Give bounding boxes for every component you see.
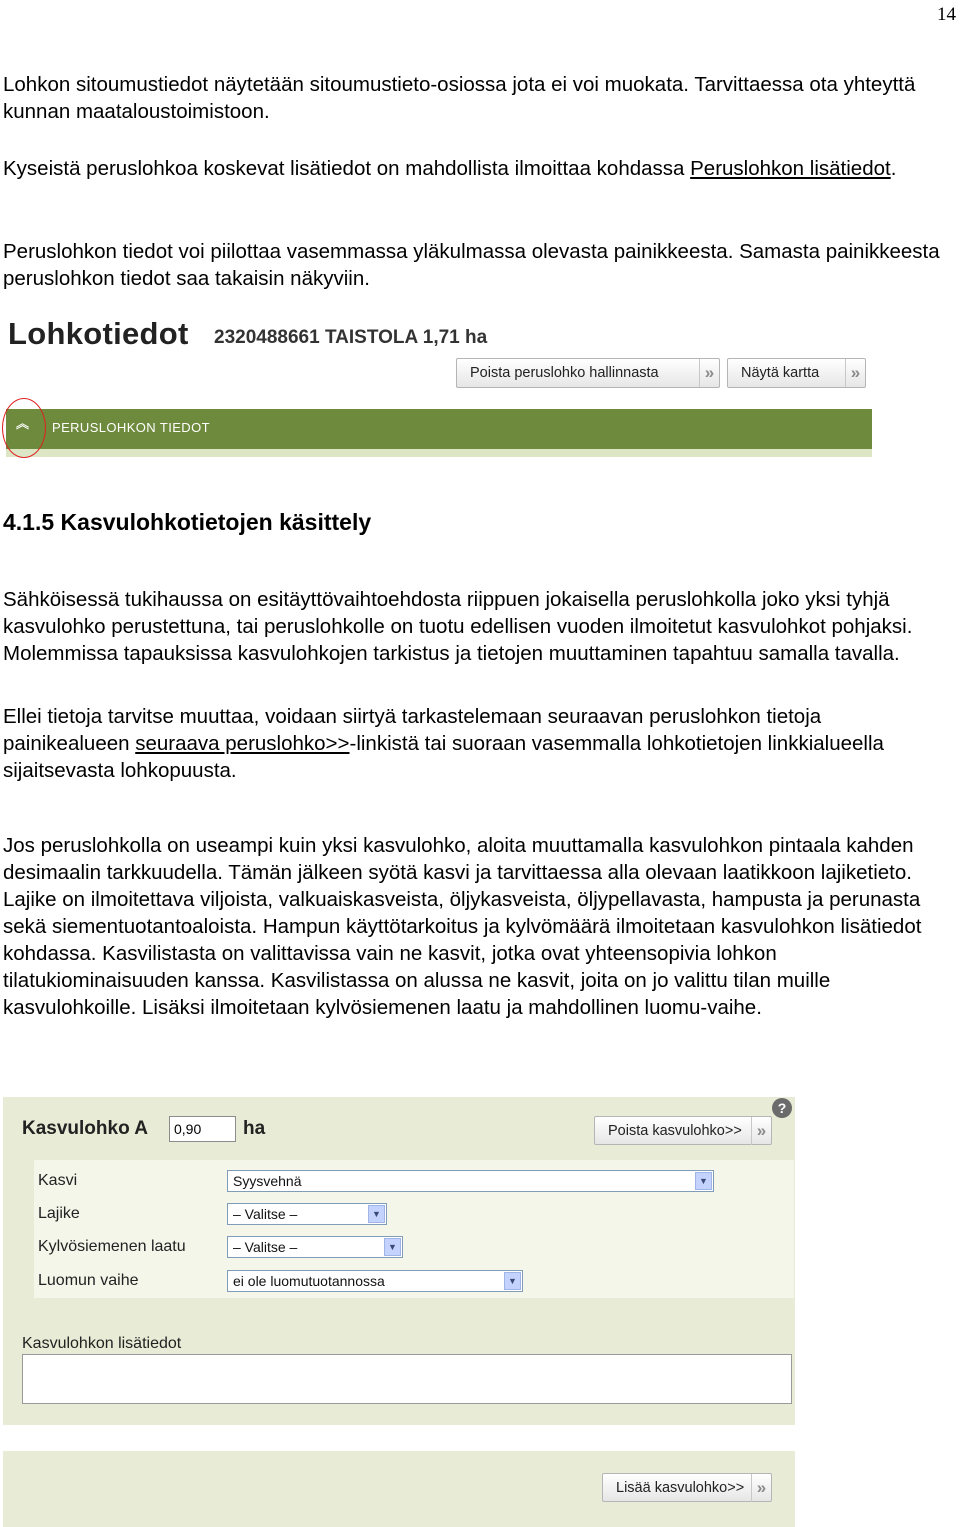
button-label: Lisää kasvulohko>> bbox=[616, 1479, 745, 1496]
chevron-up-double-icon[interactable]: ︽ bbox=[16, 416, 30, 431]
chevron-down-icon: ▼ bbox=[368, 1205, 385, 1223]
chevron-right-double-icon: » bbox=[751, 1117, 771, 1145]
peruslohkon-tiedot-bar bbox=[6, 409, 872, 457]
section-label: PERUSLOHKON TIEDOT bbox=[52, 420, 210, 435]
area-input[interactable] bbox=[169, 1116, 236, 1142]
paragraph-text: . bbox=[890, 157, 897, 180]
add-kasvulohko-button[interactable] bbox=[602, 1473, 772, 1502]
chevron-right-double-icon: » bbox=[699, 359, 719, 387]
paragraph-text: -linkistä tai suoraan vasemmalla lohkotietojen linkkialueella sijaitsevasta lohkopuusta. bbox=[3, 732, 884, 782]
kylvosiemen-select[interactable] bbox=[227, 1236, 403, 1258]
select-value: – Valitse – bbox=[233, 1239, 298, 1255]
paragraph-seuraava bbox=[3, 703, 943, 784]
paragraph-lisatiedot bbox=[3, 155, 943, 182]
page-number: 14 bbox=[937, 4, 956, 25]
field-label-lajike: Lajike bbox=[38, 1205, 80, 1222]
show-map-button[interactable] bbox=[727, 358, 866, 388]
button-label: Poista kasvulohko>> bbox=[608, 1122, 742, 1139]
chevron-right-double-icon: » bbox=[845, 359, 865, 387]
chevron-down-icon: ▼ bbox=[695, 1172, 712, 1190]
chevron-down-icon: ▼ bbox=[384, 1238, 401, 1256]
help-icon[interactable]: ? bbox=[772, 1098, 792, 1118]
paragraph-sitoumustiedot: Lohkon sitoumustiedot näytetään sitoumustieto-osiossa jota ei voi muokata. Tarvittaessa ota yhteyttä kunnan maataloustoimistoon. bbox=[3, 73, 916, 123]
remove-kasvulohko-button[interactable] bbox=[594, 1116, 772, 1145]
select-value: – Valitse – bbox=[233, 1206, 298, 1222]
paragraph-esitaytto: Sähköisessä tukihaussa on esitäyttövaihtoehdosta riippuen jokaisella peruslohkolla joko yksi tyhjä kasvulohko perustettuna, tai peruslohkolle on tuotu edellisen vuoden ilmoitetut kasvulohkot pohjaksi. Molemmissa tapauksissa kasvulohkojen tarkistus ja tietojen muuttaminen tapahtuu samalla tavalla. bbox=[3, 588, 913, 665]
button-label: Poista peruslohko hallinnasta bbox=[470, 365, 659, 381]
field-label-kylvosiemen: Kylvösiemenen laatu bbox=[38, 1238, 186, 1255]
area-unit: ha bbox=[243, 1118, 266, 1139]
paragraph-text: Ellei tietoja tarvitse muuttaa, voidaan siirtyä tarkastelemaan seuraavan peruslohkon tietoja painikealueen bbox=[3, 705, 822, 755]
chevron-down-icon: ▼ bbox=[504, 1272, 521, 1290]
highlight-circle bbox=[2, 398, 46, 458]
kasvi-select[interactable] bbox=[227, 1170, 714, 1192]
field-label-kasvi: Kasvi bbox=[38, 1172, 78, 1189]
notes-label: Kasvulohkon lisätiedot bbox=[22, 1335, 182, 1352]
field-label-luomu: Luomun vaihe bbox=[38, 1272, 139, 1289]
button-label: Näytä kartta bbox=[741, 365, 820, 381]
peruslohkon-lisatiedot-link[interactable]: Peruslohkon lisätiedot bbox=[690, 157, 891, 180]
paragraph-text: Kyseistä peruslohkoa koskevat lisätiedot on mahdollista ilmoittaa kohdassa bbox=[3, 157, 691, 180]
luomu-select[interactable] bbox=[227, 1270, 523, 1292]
select-value: ei ole luomutuotannossa bbox=[233, 1273, 385, 1289]
lajike-select[interactable] bbox=[227, 1203, 387, 1225]
lohkotiedot-screenshot bbox=[0, 312, 880, 457]
paragraph-piilotus: Peruslohkon tiedot voi piilottaa vasemmassa yläkulmassa olevasta painikkeesta. Samasta painikkeesta peruslohkon tiedot saa takaisin näkyviin. bbox=[3, 240, 940, 290]
kasvulohko-title: Kasvulohko A bbox=[22, 1118, 148, 1139]
crop-fields bbox=[34, 1160, 794, 1298]
kasvulohko-screenshot bbox=[0, 1090, 800, 1527]
section-heading: 4.1.5 Kasvulohkotietojen käsittely bbox=[3, 509, 372, 535]
paragraph-kasvulohko: Jos peruslohkolla on useampi kuin yksi kasvulohko, aloita muuttamalla kasvulohkon pintaala kahden desimaalin tarkkuudella. Tämän jälkeen syötä kasvi ja tarvittaessa alla olevaan laatikkoon lajiketieto. Lajike on ilmoitettava viljoista, valkuaiskasveista, öljykasveista, öljypellavasta, hampusta ja perunasta sekä siementuotantoaloista. Hampun käyttötarkoitus ja kylvömäärä ilmoitetaan kasvulohkon lisätiedot kohdassa. Kasvilistasta on valittavissa vain ne kasvit, jotka ovat yhteensopivia lohkon tilatukiominaisuuden kanssa. Kasvilistassa on alussa ne kasvit, joita on jo valittu tilan muille kasvulohkoille. Lisäksi ilmoitetaan kylvösiemenen laatu ja mahdollinen luomu-vaihe. bbox=[3, 834, 922, 1019]
select-value: Syysvehnä bbox=[233, 1173, 302, 1189]
lohkotiedot-title: Lohkotiedot bbox=[8, 316, 189, 351]
seuraava-peruslohko-link[interactable]: seuraava peruslohko>> bbox=[135, 732, 350, 755]
notes-textarea[interactable] bbox=[22, 1354, 792, 1404]
chevron-right-double-icon: » bbox=[751, 1474, 771, 1502]
remove-peruslohko-button[interactable] bbox=[456, 358, 720, 388]
lohkotiedot-subtitle: 2320488661 TAISTOLA 1,71 ha bbox=[214, 327, 488, 348]
